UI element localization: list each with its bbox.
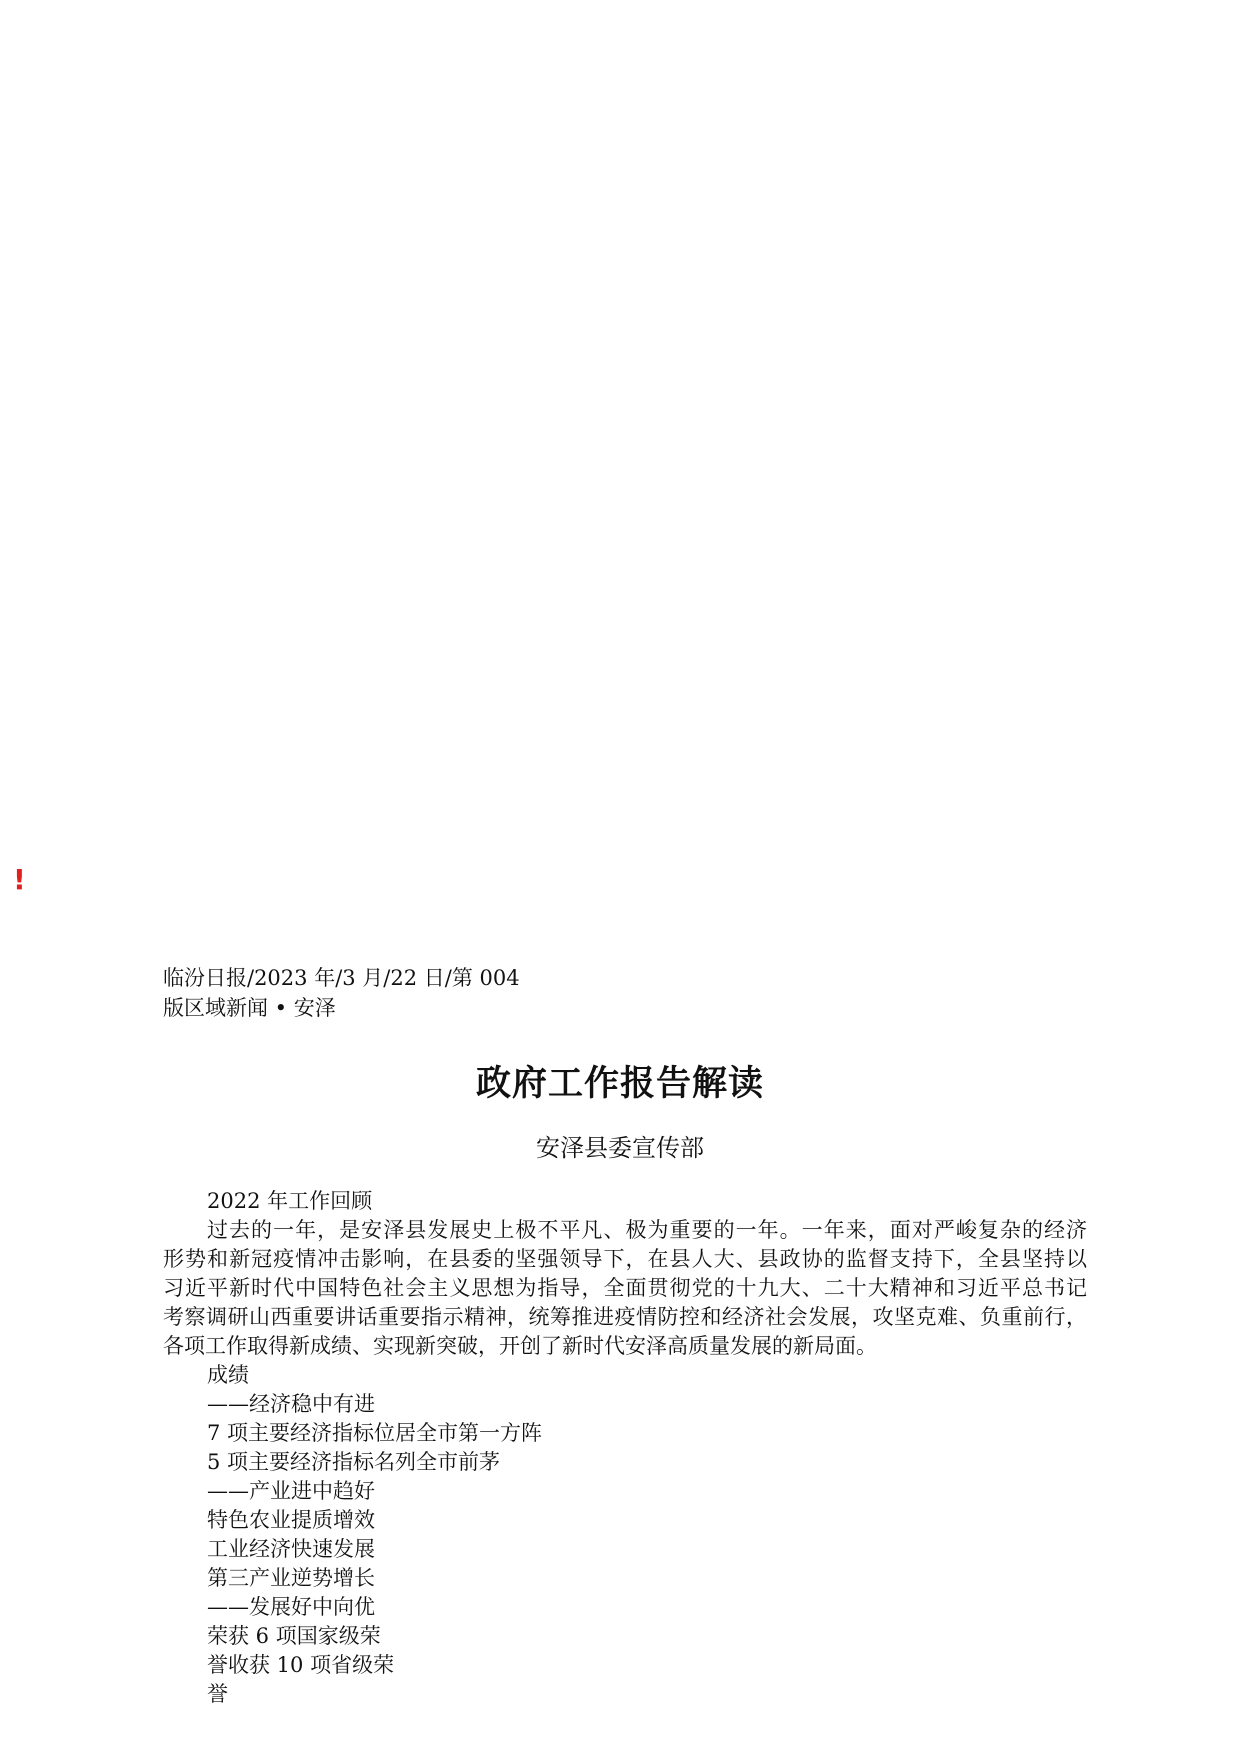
paragraph-line: 形势和新冠疫情冲击影响，在县委的坚强领导下，在县人大、县政协的监督支持下，全县坚持以 bbox=[163, 1247, 1087, 1271]
paragraph-line: 各项工作取得新成绩、实现新突破，开创了新时代安泽高质量发展的新局面。 bbox=[163, 1334, 877, 1358]
list-item: 第三产业逆势增长 bbox=[207, 1566, 375, 1590]
header-line-1: 临汾日报/2023 年/3 月/22 日/第 004 bbox=[163, 966, 520, 990]
paragraph-line: 过去的一年，是安泽县发展史上极不平凡、极为重要的一年。一年来，面对严峻复杂的经济 bbox=[207, 1218, 1087, 1242]
achievement-list bbox=[163, 1361, 1087, 1709]
list-item: 工业经济快速发展 bbox=[207, 1537, 375, 1561]
list-item: ——产业进中趋好 bbox=[207, 1479, 375, 1503]
newspaper-header bbox=[163, 963, 520, 1023]
list-item: 特色农业提质增效 bbox=[207, 1508, 375, 1532]
paragraph bbox=[163, 1216, 1087, 1361]
list-item: 5 项主要经济指标名列全市前茅 bbox=[207, 1450, 501, 1474]
warning-mark: ! bbox=[13, 863, 26, 896]
list-item: ——发展好中向优 bbox=[207, 1595, 375, 1619]
list-item: 誉 bbox=[207, 1682, 228, 1706]
list-item: ——经济稳中有进 bbox=[207, 1392, 375, 1416]
header-line-2: 版区域新闻 • 安泽 bbox=[163, 996, 336, 1020]
list-item: 7 项主要经济指标位居全市第一方阵 bbox=[207, 1421, 543, 1445]
article-body bbox=[163, 1187, 1087, 1709]
list-item: 荣获 6 项国家级荣 bbox=[207, 1624, 381, 1648]
article-title: 政府工作报告解读 bbox=[475, 1063, 764, 1104]
list-item: 誉收获 10 项省级荣 bbox=[207, 1653, 395, 1677]
section-title: 2022 年工作回顾 bbox=[207, 1189, 373, 1213]
paragraph-line: 习近平新时代中国特色社会主义思想为指导，全面贯彻党的十九大、二十大精神和习近平总书记 bbox=[163, 1276, 1087, 1300]
list-item: 成绩 bbox=[207, 1363, 249, 1387]
article-author: 安泽县委宣传部 bbox=[536, 1134, 704, 1162]
paragraph-line: 考察调研山西重要讲话重要指示精神，统筹推进疫情防控和经济社会发展，攻坚克难、负重前行， bbox=[163, 1305, 1087, 1329]
